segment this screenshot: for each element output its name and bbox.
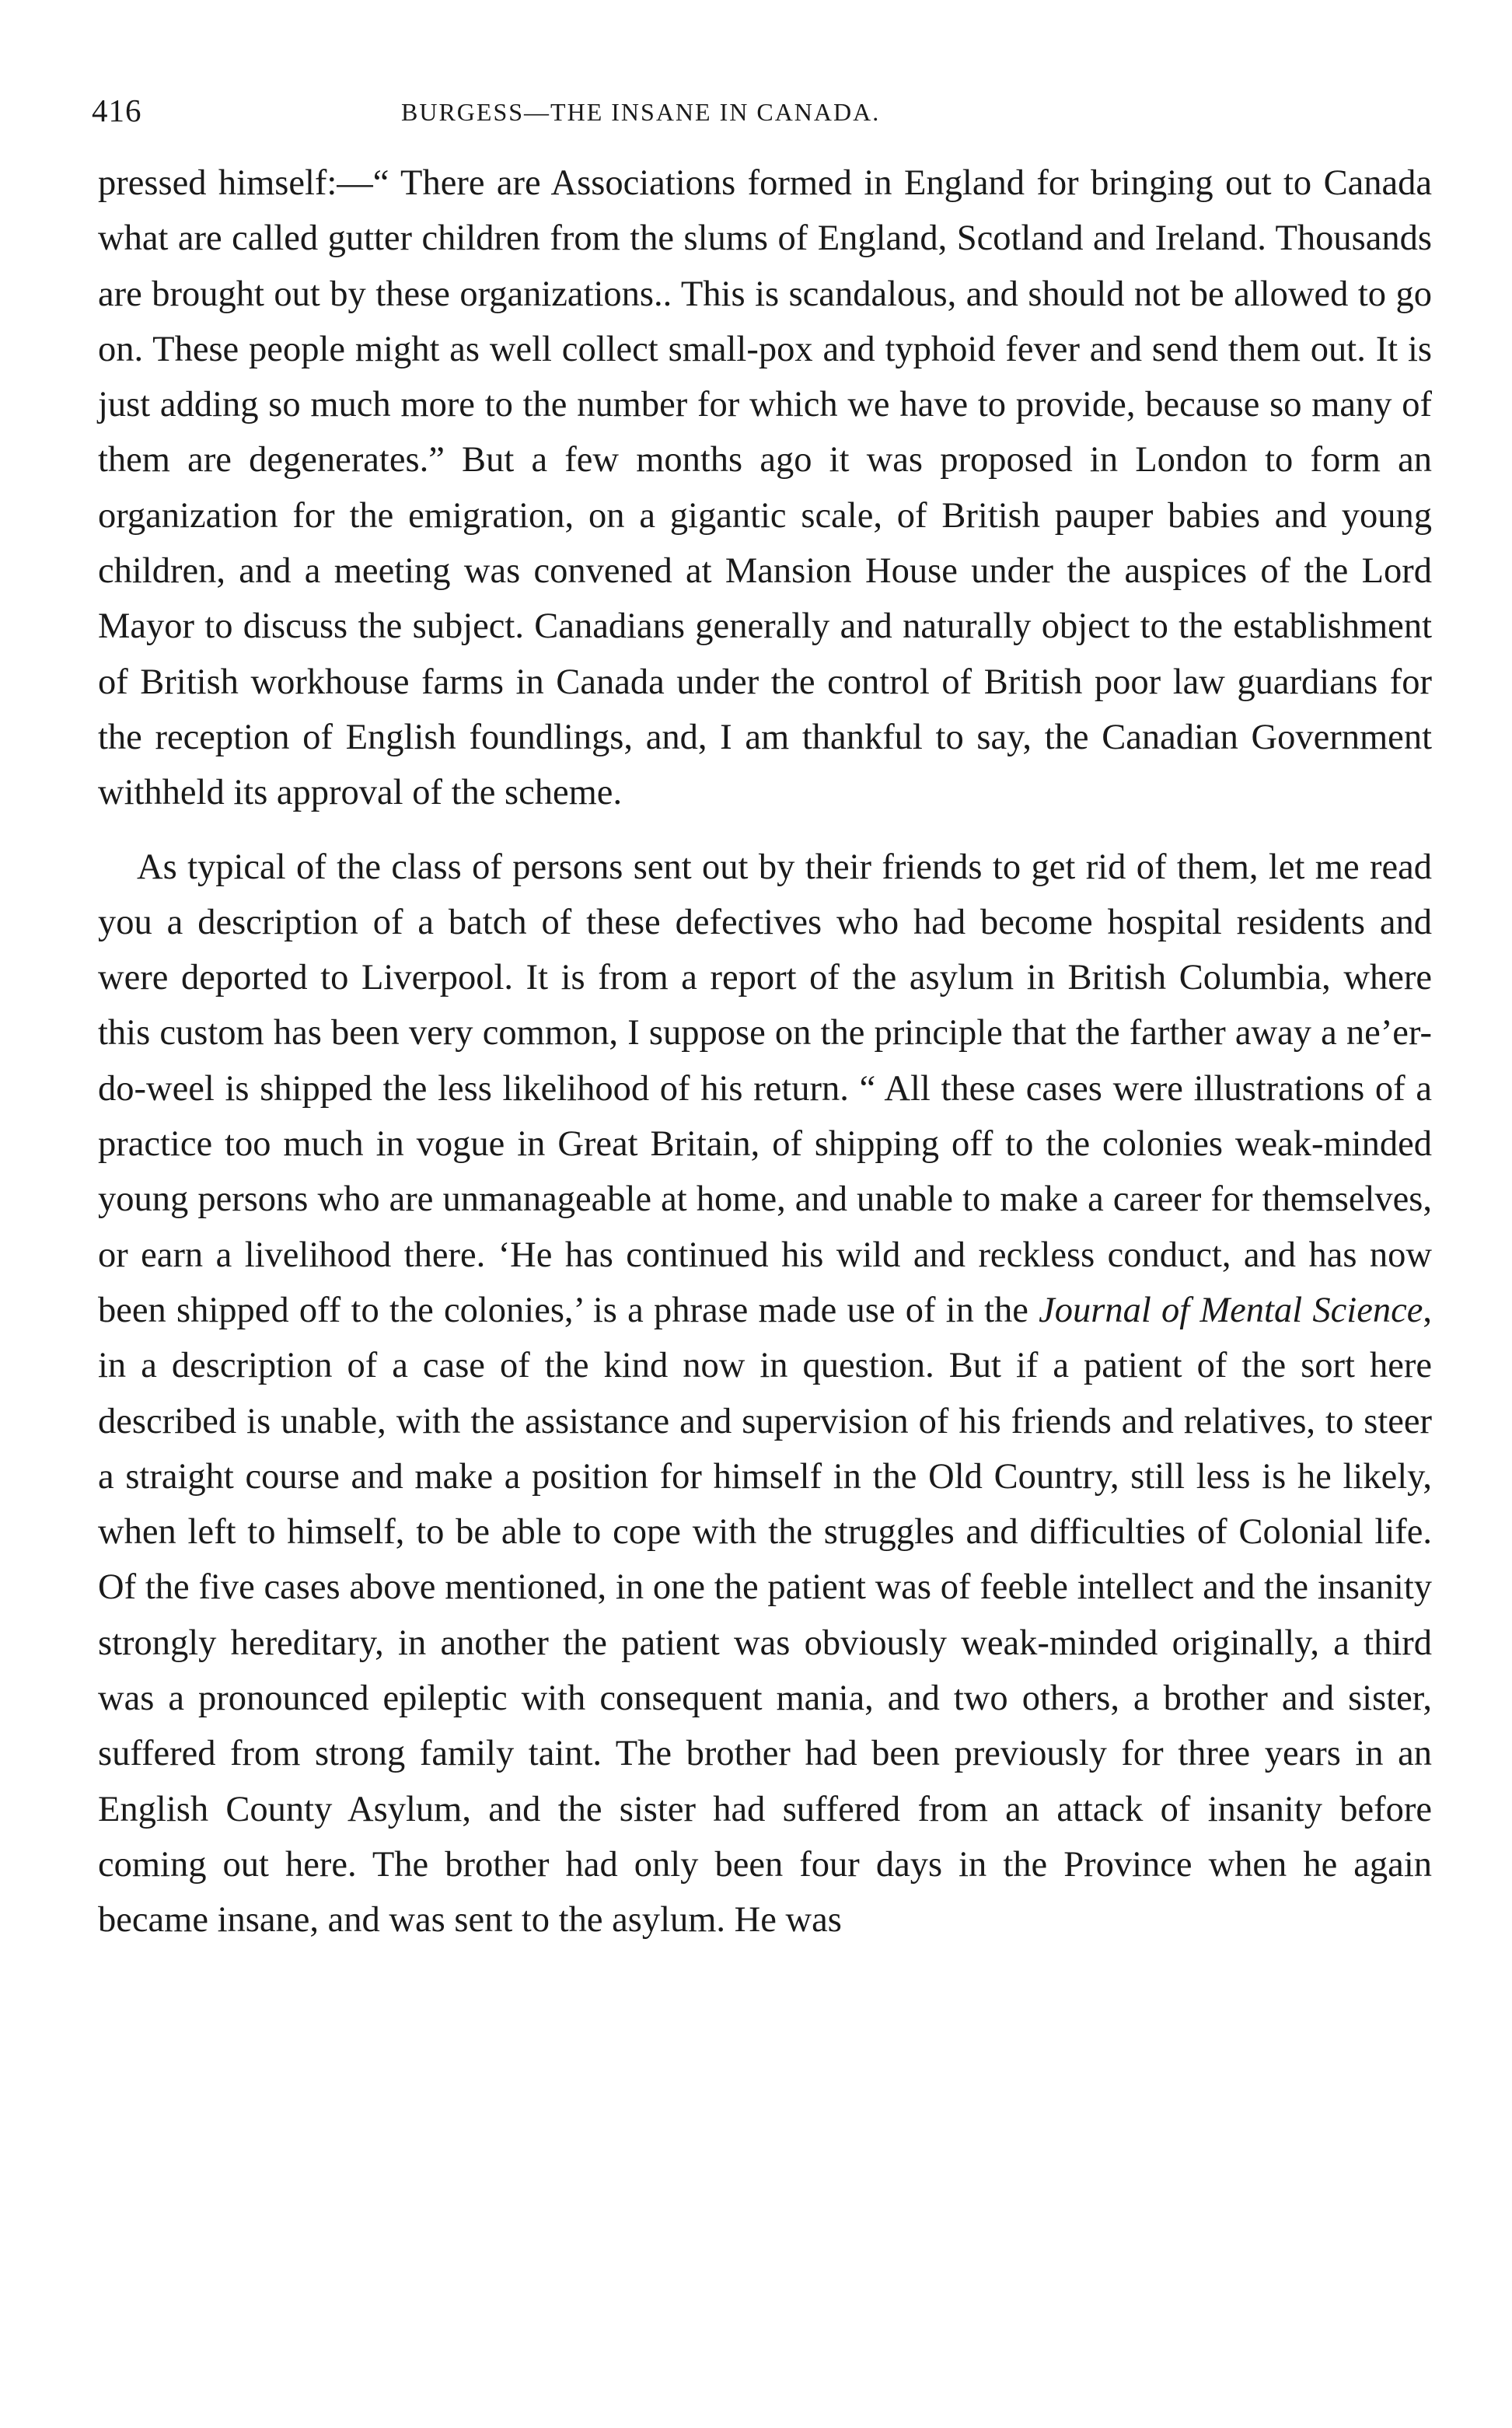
running-head	[92, 92, 1429, 138]
body-text	[98, 155, 1432, 1948]
running-title: BURGESS—THE INSANE IN CANADA.	[401, 98, 881, 126]
paragraph-2	[98, 840, 1432, 1948]
paragraph-2-text-before: As typical of the class of persons sent out by their friends to get rid of them, let me read you a description of a batch of these defectives who had become hospital residents and were deported to Liverpool. It is from a report of the asylum in British Columbia, where this custom has been very common, I suppose on the principle that the farther away a ne’er-do-weel is shipped the less likelihood of his return. “ All these cases were illustrations of a practice too much in vogue in Great Britain, of shipping off to the colonies weak-minded young persons who are unmanageable at home, and unable to make a career for themselves, or earn a livelihood there. ‘He has continued his wild and reckless conduct, and has now been shipped off to the colonies,’ is a phrase made use of in the	[98, 847, 1432, 1330]
journal-title: Journal of Mental Science	[1039, 1290, 1423, 1330]
paragraph-2-text-after: , in a description of a case of the kind now in question. But if a patient of the sort here described is unable, with the assistance and supervision of his friends and relatives, to steer a straight course and make a position for himself in the Old Country, still less is he likely, when left to himself, to be able to cope with the struggles and difficulties of Colonial life. Of the five cases above mentioned, in one the patient was of feeble intellect and the insanity strongly hereditary, in another the patient was obviously weak-minded originally, a third was a pronounced epileptic with consequent mania, and two others, a brother and sister, suffered from strong family taint. The brother had been previously for three years in an English County Asylum, and the sister had suffered from an attack of insanity before coming out here. The brother had only been four days in the Province when he again became insane, and was sent to the asylum. He was	[98, 1290, 1432, 1941]
paragraph-1: pressed himself:—“ There are Associations formed in England for bringing out to Canada what are called gutter children from the slums of England, Scotland and Ireland. Thousands are brought out by these organizations.. This is scandalous, and should not be allowed to go on. These people might as well collect small-pox and typhoid fever and send them out. It is just adding so much more to the number for which we have to provide, because so many of them are degenerates.” But a few months ago it was proposed in London to form an organization for the emigration, on a gigantic scale, of British pauper babies and young children, and a meeting was convened at Mansion House under the auspices of the Lord Mayor to discuss the subject. Canadians generally and naturally object to the establishment of British workhouse farms in Canada under the control of British poor law guardians for the reception of English foundlings, and, I am thankful to say, the Canadian Government withheld its approval of the scheme.	[98, 163, 1432, 813]
page-number: 416	[92, 93, 142, 128]
